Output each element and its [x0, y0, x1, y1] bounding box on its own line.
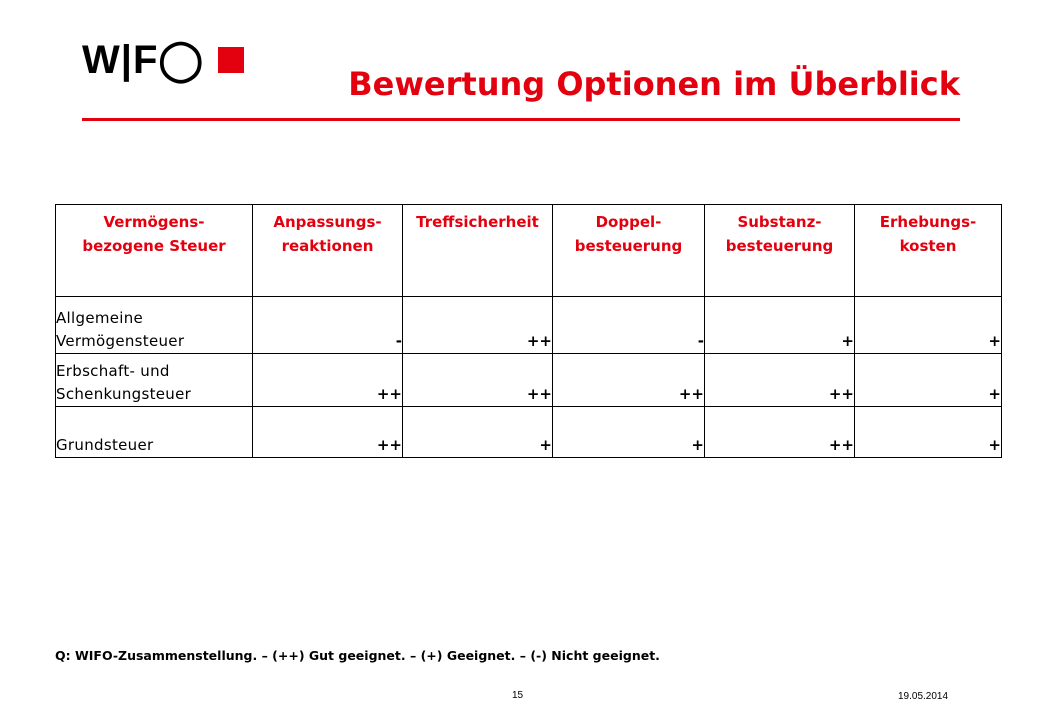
rating-cell: ++ [705, 407, 855, 458]
logo-text: W|F◯ [82, 38, 205, 82]
slide-date: 19.05.2014 [898, 691, 949, 702]
table-row [56, 354, 1002, 407]
rating-cell: ++ [253, 407, 403, 458]
header-cell: Doppel- besteuerung [553, 205, 705, 297]
rating-cell: + [553, 407, 705, 458]
table-row [56, 297, 1002, 354]
rating-cell: + [403, 407, 553, 458]
row-label: Erbschaft- und Schenkungsteuer [56, 354, 253, 407]
rating-cell: + [855, 297, 1002, 354]
row-label: Grundsteuer [56, 407, 253, 458]
header-cell: Vermögens- bezogene Steuer [56, 205, 253, 297]
header-cell: Anpassungs- reaktionen [253, 205, 403, 297]
rating-cell: - [253, 297, 403, 354]
header-cell: Treffsicherheit [403, 205, 553, 297]
evaluation-table [55, 204, 1002, 458]
row-label: Allgemeine Vermögensteuer [56, 297, 253, 354]
rating-cell: ++ [403, 297, 553, 354]
rating-cell: - [553, 297, 705, 354]
source-footnote: Q: WIFO-Zusammenstellung. – (++) Gut geeignet. – (+) Geeignet. – (-) Nicht geeignet. [55, 648, 660, 663]
title-underline [82, 118, 960, 121]
table-row [56, 407, 1002, 458]
slide-title: Bewertung Optionen im Überblick [348, 65, 960, 103]
rating-cell: + [705, 297, 855, 354]
rating-cell: + [855, 407, 1002, 458]
header-cell: Substanz- besteuerung [705, 205, 855, 297]
rating-cell: + [855, 354, 1002, 407]
header-cell: Erhebungs- kosten [855, 205, 1002, 297]
table-header-row [56, 205, 1002, 297]
rating-cell: ++ [403, 354, 553, 407]
rating-cell: ++ [553, 354, 705, 407]
page-number: 15 [512, 690, 524, 701]
rating-cell: ++ [253, 354, 403, 407]
rating-cell: ++ [705, 354, 855, 407]
